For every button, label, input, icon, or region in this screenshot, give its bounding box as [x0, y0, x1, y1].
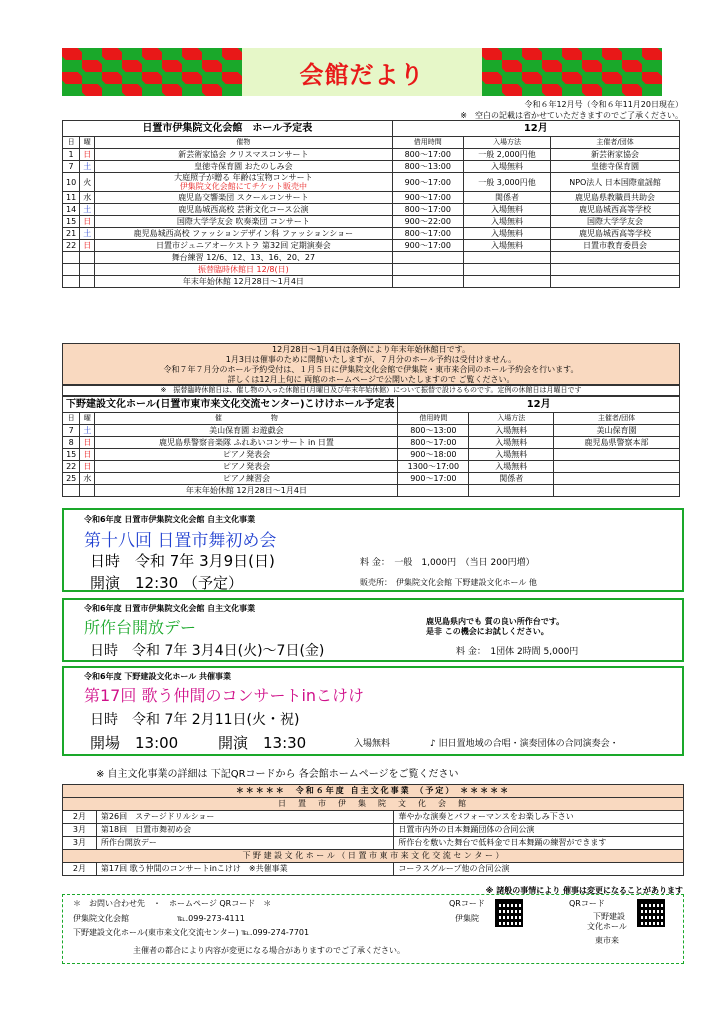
banner-title-box — [242, 48, 482, 96]
entry-cell: 入場無料 — [469, 461, 554, 473]
substitute-closed-day: 振替臨時休館日 12/8(日) — [95, 264, 392, 276]
event1-title: 第十八回 日置市舞初め会 — [84, 531, 277, 551]
table-row — [63, 149, 680, 161]
qr1-name: 伊集院 — [455, 914, 479, 923]
event-cell: ピアノ発表会 — [95, 461, 398, 473]
organizer-cell: 皇徳寺保育園 — [551, 161, 680, 173]
organizer-cell: 日置市教育委員会 — [551, 240, 680, 252]
event2-sub: 令和6年度 日置市伊集院文化会館 自主文化事業 — [84, 604, 256, 613]
plan-event: 第17回 歌う仲間のコンサートinこけけ ※共催事業 — [96, 863, 393, 876]
col-header: 催物 — [95, 137, 392, 149]
col-header: 入場方法 — [469, 413, 554, 425]
weekday-cell: 土 — [80, 204, 95, 216]
day-cell: 11 — [63, 192, 80, 204]
event-title: 大庭照子が贈る 年齢は宝物コンサート — [174, 173, 313, 182]
event1-sub: 令和6年度 日置市伊集院文化会館 自主文化事業 — [84, 515, 256, 524]
plan-desc: 所作台を敷いた舞台で低料金で日本舞踊の練習ができます — [394, 837, 684, 850]
event2-box — [62, 598, 684, 662]
organizer-cell — [554, 461, 680, 473]
year-end-closure: 年末年始休館 12月28日〜1月4日 — [95, 485, 398, 497]
plan-desc: コーラスグループ他の合同公演 — [394, 863, 684, 876]
hall1-month: 12月 — [392, 121, 679, 137]
event2-title: 所作台開放デー — [84, 618, 197, 637]
entry-cell: 入場無料 — [469, 449, 554, 461]
event1-start: 開演 12:30 （予定） — [90, 574, 243, 592]
event3-desc: ♪ 旧日置地域の合唱・演奏団体の合同演奏会・ — [430, 739, 619, 749]
page-title: 会館だより — [299, 60, 425, 89]
contact-footer: 主催者の都合により内容が変更になる場合がありますのでご了承ください。 — [133, 946, 405, 955]
weekday-cell: 水 — [80, 473, 95, 485]
table-row — [63, 264, 680, 276]
blank-note: ※ 空白の記載は省かせていただきますのでご了承ください。 — [460, 111, 683, 120]
qr-note: ※ 自主文化事業の詳細は 下記QRコードから 各会館ホームページをご覧ください — [96, 769, 459, 780]
organizer-cell: 鹿児島県警察本部 — [554, 437, 680, 449]
qr-code-ijuin-icon[interactable] — [495, 899, 523, 927]
event-cell: 鹿児島交響楽団 スクールコンサート — [95, 192, 392, 204]
organizer-cell — [554, 473, 680, 485]
weekday-cell: 日 — [80, 461, 95, 473]
header-banner — [62, 48, 662, 96]
plan-desc: 華やかな演奏とパフォーマンスをお楽しみ下さい — [394, 811, 684, 824]
col-header: 曜 — [80, 137, 95, 149]
notice-line: 1月3日は催事のために開館いたしますが、７月分のホール予約は受付けません。 — [225, 355, 517, 364]
contact-ijuin: 伊集院文化会館 ℡.099-273-4111 — [73, 914, 245, 923]
col-header: 借用時間 — [392, 137, 463, 149]
time-cell: 800〜17:00 — [392, 228, 463, 240]
event2-desc2: 是非 この機会にお試しください。 — [426, 627, 549, 636]
event3-start: 開演 13:30 — [218, 734, 307, 752]
plan-title-row — [63, 785, 684, 798]
event3-date: 日時 令和 7年 2月11日(火・祝) — [90, 712, 300, 728]
plan-footnote: ※ 諸般の事情により 催事は変更になることがあります — [485, 886, 683, 895]
weekday-cell: 日 — [80, 149, 95, 161]
entry-cell: 一般 2,000円他 — [463, 149, 550, 161]
hall2-schedule-table — [62, 396, 680, 497]
day-cell: 14 — [63, 204, 80, 216]
weekday-cell: 火 — [80, 173, 95, 192]
entry-cell: 入場無料 — [463, 216, 550, 228]
col-header: 日 — [63, 137, 80, 149]
day-cell: 15 — [63, 216, 80, 228]
time-cell: 900〜17:00 — [392, 192, 463, 204]
day-cell: 25 — [63, 473, 80, 485]
hall1-title-row — [63, 121, 680, 137]
time-cell: 900〜17:00 — [392, 240, 463, 252]
contact-shimono: 下野建設文化ホール(東市来文化交流センター) ℡.099-274-7701 — [73, 928, 310, 937]
plan-section-shimono: 下 野 建 設 文 化 ホ ー ル （ 日 置 市 東 市 来 文 化 交 流 セ ン タ ー ） — [63, 850, 684, 863]
entry-cell: 一般 3,000円他 — [463, 173, 550, 192]
organizer-cell: 鹿児島城西高等学校 — [551, 204, 680, 216]
event-cell: 皇徳寺保育園 おたのしみ会 — [95, 161, 392, 173]
event3-title: 第17回 歌う仲間のコンサートinこけけ — [84, 686, 365, 705]
entry-cell: 入場無料 — [463, 161, 550, 173]
annual-plan-table — [62, 784, 684, 876]
hall2-title-row — [63, 397, 680, 413]
col-header: 催 物 — [95, 413, 398, 425]
organizer-cell: 国際大学学友会 — [551, 216, 680, 228]
plan-event: 第26回 ステージドリルショー — [96, 811, 393, 824]
day-cell: 22 — [63, 461, 80, 473]
event1-sales: 販売所： 伊集院文化会館 下野建設文化ホール 他 — [360, 578, 537, 587]
table-row — [63, 485, 680, 497]
event-cell: 国際大学学友会 吹奏楽団 コンサート — [95, 216, 392, 228]
table-row — [63, 461, 680, 473]
event-cell: 鹿児島城西高校 ファッションデザイン科 ファッションショー — [95, 228, 392, 240]
day-cell: 21 — [63, 228, 80, 240]
entry-cell: 入場無料 — [469, 425, 554, 437]
weekday-cell: 日 — [80, 216, 95, 228]
table-row — [63, 216, 680, 228]
weekday-cell: 日 — [80, 449, 95, 461]
plan-section-row — [63, 850, 684, 863]
plan-section-row — [63, 798, 684, 811]
col-header: 曜 — [80, 413, 95, 425]
weekday-cell: 土 — [80, 161, 95, 173]
organizer-cell: 鹿児島城西高等学校 — [551, 228, 680, 240]
table-row — [63, 192, 680, 204]
event-cell: 鹿児島城西高校 芸術文化コース公演 — [95, 204, 392, 216]
event2-date: 日時 令和 7年 3月4日(火)〜7日(金) — [90, 643, 325, 659]
weekday-cell: 土 — [80, 425, 95, 437]
weekday-cell: 水 — [80, 192, 95, 204]
qr2-name1: 下野建設 — [593, 912, 625, 921]
hall2-title: 下野建設文化ホール(日置市東市来文化交流センター)こけけホール予定表 — [63, 397, 398, 413]
day-cell: 7 — [63, 161, 80, 173]
hall2-header-row — [63, 413, 680, 425]
organizer-cell: 鹿児島県教職員共助会 — [551, 192, 680, 204]
day-cell: 1 — [63, 149, 80, 161]
checker-pattern-right — [482, 48, 662, 96]
qr2-label: QRコード — [569, 899, 605, 908]
time-cell: 900〜18:00 — [398, 449, 469, 461]
event3-open: 開場 13:00 — [90, 734, 179, 752]
plan-month: 2月 — [63, 811, 97, 824]
ticket-note: 伊集院文化会館にてチケット販売中 — [179, 182, 308, 191]
event-cell: 美山保育園 お遊戯会 — [95, 425, 398, 437]
entry-cell: 関係者 — [463, 192, 550, 204]
event-cell — [95, 173, 392, 192]
organizer-cell: 新芸術家協会 — [551, 149, 680, 161]
plan-row — [63, 863, 684, 876]
table-row — [63, 425, 680, 437]
event-cell: 日置市ジュニアオーケストラ 第32回 定期演奏会 — [95, 240, 392, 252]
col-header: 主催者/団体 — [551, 137, 680, 149]
notice-line: 令和７年７月分のホール予約受付は、１月５日に伊集院文化会館で伊集院・東市来合同のホール予約会を行います。 — [163, 365, 579, 374]
table-row — [63, 161, 680, 173]
organizer-cell: NPO法人 日本国際童謡館 — [551, 173, 680, 192]
qr2-name3: 東市来 — [595, 936, 619, 945]
qr2-name2: 文化ホール — [587, 922, 627, 931]
qr1-label: QRコード — [449, 899, 485, 908]
table-row — [63, 437, 680, 449]
event1-box — [62, 508, 684, 592]
plan-month: 3月 — [63, 824, 97, 837]
plan-section-ijuin: 日 置 市 伊 集 院 文 化 会 館 — [63, 798, 684, 811]
event3-entry: 入場無料 — [354, 739, 391, 749]
col-header: 日 — [63, 413, 80, 425]
entry-cell: 入場無料 — [463, 240, 550, 252]
plan-title: ＊＊＊＊＊ 令和６年度 自主文化事業 （予定） ＊＊＊＊＊ — [63, 785, 684, 798]
organizer-cell: 美山保育園 — [554, 425, 680, 437]
closure-notice — [62, 343, 680, 385]
time-cell: 800〜13:00 — [392, 161, 463, 173]
contact-box — [62, 894, 684, 964]
organizer-cell — [554, 449, 680, 461]
day-cell: 15 — [63, 449, 80, 461]
notice-line: 詳しくは12月上旬に 両館のホームページで公開いたしますので ご覧ください。 — [227, 375, 515, 384]
event1-fee: 料 金： 一般 1,000円 （当日 200円増） — [360, 558, 535, 568]
entry-cell: 入場無料 — [463, 204, 550, 216]
day-cell: 7 — [63, 425, 80, 437]
stage-practice: 舞台練習 12/6、12、13、16、20、27 — [95, 252, 392, 264]
substitute-day-note: ※ 振替臨時休館日は、催し物の入った休館日(月曜日及び年末年始休館）について振替で設けるものです。定例の休館日は月曜日です — [62, 385, 680, 396]
time-cell: 900〜17:00 — [392, 173, 463, 192]
event1-date: 日時 令和 7年 3月9日(日) — [90, 552, 275, 570]
table-row — [63, 473, 680, 485]
event-cell: ピアノ発表会 — [95, 449, 398, 461]
hall1-title: 日置市伊集院文化会館 ホール予定表 — [63, 121, 393, 137]
event-cell: 鹿児島県警察音楽隊 ふれあいコンサート in 日置 — [95, 437, 398, 449]
time-cell: 900〜22:00 — [392, 216, 463, 228]
entry-cell: 入場無料 — [463, 228, 550, 240]
hall1-schedule-table — [62, 120, 680, 288]
day-cell: 10 — [63, 173, 80, 192]
time-cell: 800〜17:00 — [392, 149, 463, 161]
plan-event: 第18回 日置市舞初め会 — [96, 824, 393, 837]
issue-date: 令和６年12月号（令和６年11月20日現在） — [524, 100, 683, 109]
table-row — [63, 252, 680, 264]
plan-event: 所作台開放デー — [96, 837, 393, 850]
plan-desc: 日置市内外の日本舞踊団体の合同公演 — [394, 824, 684, 837]
plan-row — [63, 824, 684, 837]
day-cell: 8 — [63, 437, 80, 449]
contact-head: ＊ お問い合わせ先 ・ ホームページ QRコード ＊ — [73, 899, 272, 908]
plan-row — [63, 811, 684, 824]
event2-desc1: 鹿児島県内でも 質の良い所作台です。 — [426, 617, 565, 626]
col-header: 入場方法 — [463, 137, 550, 149]
event2-fee: 料 金： 1団体 2時間 5,000円 — [456, 647, 579, 657]
time-cell: 1300〜17:00 — [398, 461, 469, 473]
weekday-cell: 日 — [80, 240, 95, 252]
table-row — [63, 204, 680, 216]
table-row — [63, 240, 680, 252]
time-cell: 800〜17:00 — [392, 204, 463, 216]
entry-cell: 入場無料 — [469, 437, 554, 449]
table-row — [63, 173, 680, 192]
plan-month: 3月 — [63, 837, 97, 850]
time-cell: 800〜13:00 — [398, 425, 469, 437]
table-row — [63, 449, 680, 461]
plan-month: 2月 — [63, 863, 97, 876]
notice-line: 12月28日〜1月4日は条例により年末年始休館日です。 — [272, 345, 470, 354]
table-row — [63, 228, 680, 240]
event3-box — [62, 666, 684, 756]
qr-code-shimono-icon[interactable] — [637, 899, 665, 927]
plan-row — [63, 837, 684, 850]
entry-cell: 関係者 — [469, 473, 554, 485]
hall1-header-row — [63, 137, 680, 149]
col-header: 主催者/団体 — [554, 413, 680, 425]
time-cell: 900〜17:00 — [398, 473, 469, 485]
event-cell: 新芸術家協会 クリスマスコンサート — [95, 149, 392, 161]
checker-pattern-left — [62, 48, 242, 96]
day-cell: 22 — [63, 240, 80, 252]
event-cell: ピアノ練習会 — [95, 473, 398, 485]
weekday-cell: 日 — [80, 437, 95, 449]
time-cell: 800〜17:00 — [398, 437, 469, 449]
year-end-closure: 年末年始休館 12月28日〜1月4日 — [95, 276, 392, 288]
weekday-cell: 土 — [80, 228, 95, 240]
table-row — [63, 276, 680, 288]
event3-sub: 令和6年度 下野建設文化ホール 共催事業 — [84, 672, 231, 681]
col-header: 借用時間 — [398, 413, 469, 425]
hall2-month: 12月 — [398, 397, 680, 413]
